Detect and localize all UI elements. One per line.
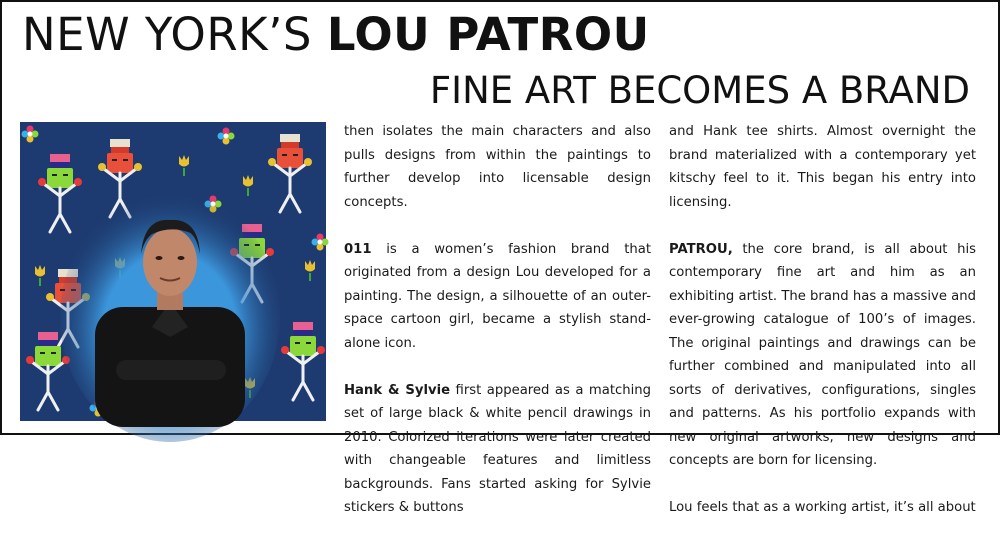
page-subtitle: FINE ART BECOMES A BRAND — [429, 69, 970, 112]
article-column-2 — [669, 120, 976, 543]
paragraph — [669, 238, 976, 473]
artist-portrait-artwork — [20, 122, 326, 421]
paragraph: Lou feels that as a working artist, it’s all about — [669, 500, 976, 515]
paragraph-text: the core brand, is all about his contemporary fine art and him as an exhibiting artist. The brand has a massive and ever-growing catalogue of 100’s of images. The original paintings and drawings can be further combined and manipulated into all sorts of derivatives, configurations, singles and patterns. As his portfolio expands with new original artworks, new designs and concepts are born for licensing. — [669, 241, 976, 468]
paragraph-text: first appeared as a matching set of large black & white pencil drawings in 2010. Colorized iterations were later created with changeable features and limitless backgrounds. Fans started asking for Sylvie stickers & buttons — [344, 382, 652, 515]
paragraph-text: is a women’s fashion brand that originated from a design Lou developed for a painting. The design, a silhouette of an outer-space cartoon girl, became a stylish stand-alone icon. — [344, 241, 651, 351]
paragraph — [344, 238, 651, 356]
paragraph — [344, 379, 651, 520]
page-title — [22, 6, 650, 64]
title-prefix: NEW YORK’S — [22, 8, 312, 61]
article-column-1 — [344, 120, 651, 543]
portrait-illustration — [20, 122, 326, 421]
brand-name-hank-sylvie: Hank & Sylvie — [344, 382, 451, 398]
brand-name-011: 011 — [344, 241, 372, 257]
paragraph: then isolates the main characters and also pulls designs from within the paintings to further develop into licensable design concepts. — [344, 124, 651, 210]
brand-name-patrou: PATROU, — [669, 241, 733, 257]
title-name: LOU PATROU — [326, 8, 650, 61]
paragraph: and Hank tee shirts. Almost overnight the brand materialized with a contemporary yet kitschy feel to it. This began his entry into licensing. — [669, 124, 976, 210]
